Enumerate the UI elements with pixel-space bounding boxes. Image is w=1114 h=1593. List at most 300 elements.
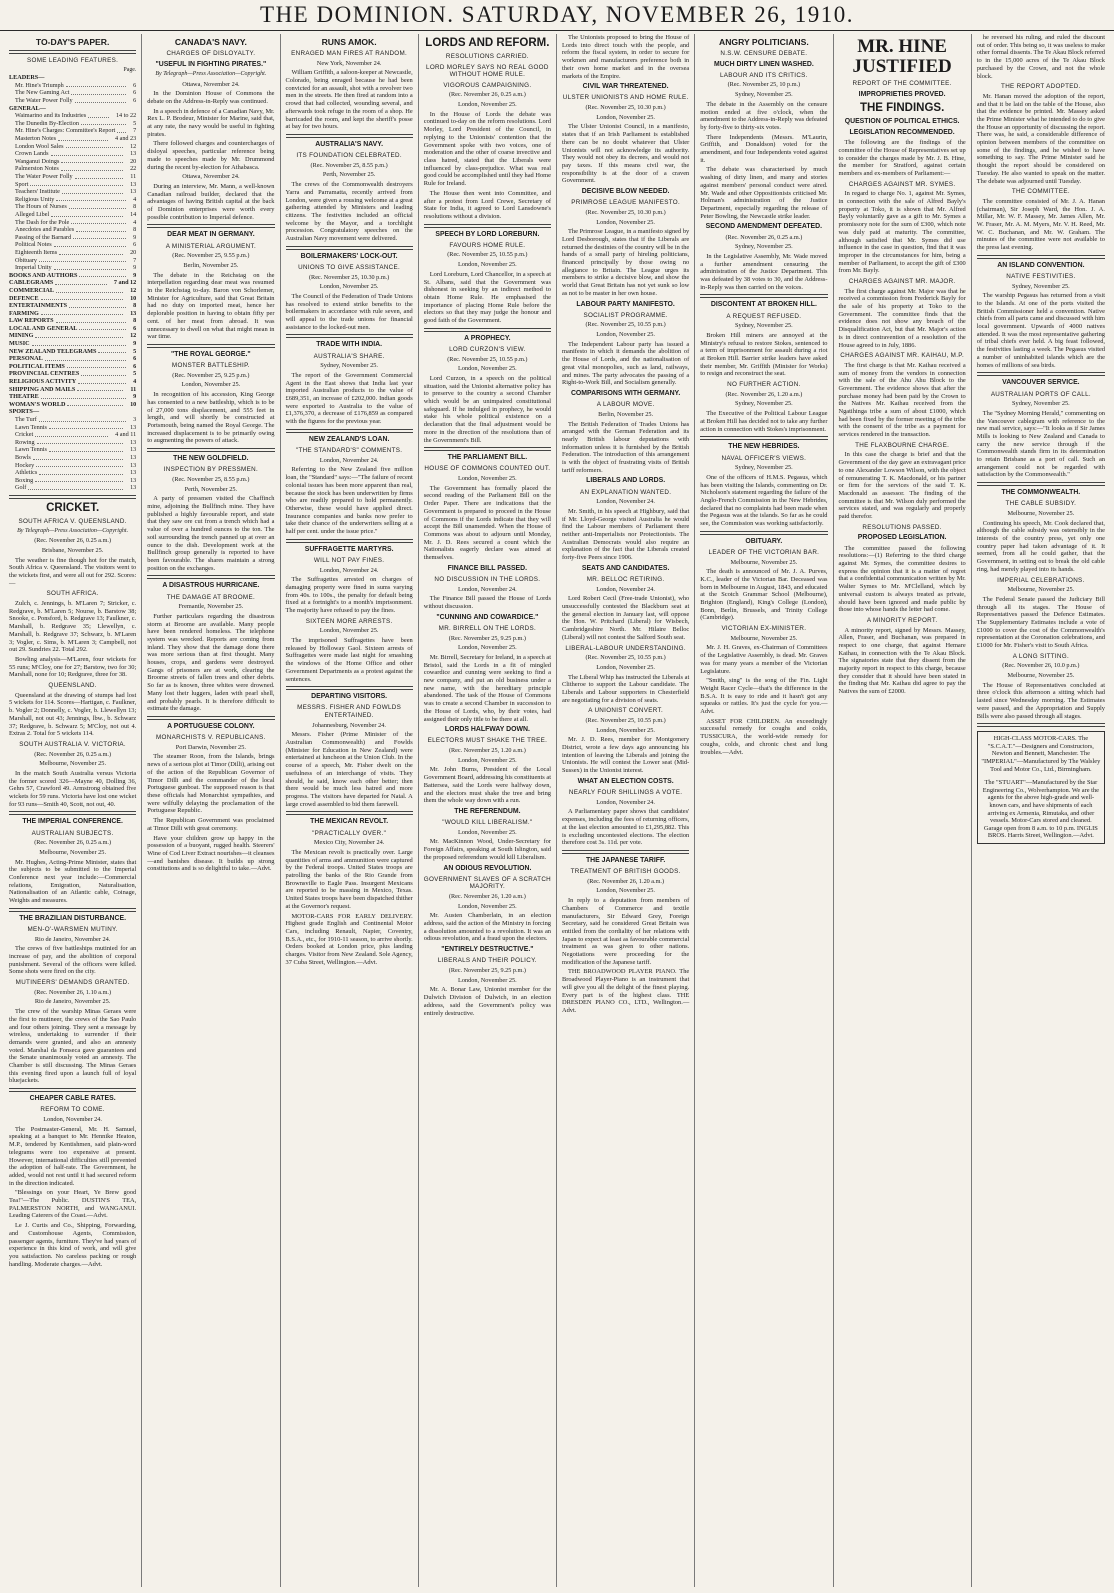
received-line: (Rec. November 25, 10.55 p.m.)	[447, 355, 528, 363]
article-subheading: HOUSE OF COMMONS COUNTED OUT.	[424, 465, 551, 473]
article-heading: "THE ROYAL GEORGE."	[171, 350, 251, 358]
index-entry-page: 13	[130, 180, 137, 188]
article-paragraph: In recognition of his accession, King George has consented to a new battleship, which is to be of 27,000 tons displacement, and 555 feet in length, and will shortly be constructed at Portsmouth, being named the Royal George. The increased displacement is to be primarily owing to augmenting the powers of attack.	[147, 391, 275, 445]
article-heading: DEPARTING VISITORS.	[311, 693, 388, 701]
index-entry-page: 5	[133, 347, 137, 355]
index-entry-title: Masterton Notes	[15, 135, 57, 143]
article-heading: THE PARLIAMENT BILL.	[447, 454, 528, 462]
article-subheading: ULSTER UNIONISTS AND HOME RULE.	[562, 94, 689, 102]
column-1	[4, 34, 142, 1587]
index-leader	[88, 112, 109, 118]
article-subheading: MONARCHISTS V. REPUBLICANS.	[156, 734, 266, 742]
divider	[977, 372, 1105, 376]
index-leader	[66, 143, 124, 149]
index-entry-page: 6	[133, 81, 137, 89]
index-entry-page: 13	[130, 309, 137, 317]
index-entry	[9, 241, 136, 249]
index-entry-title: The Dunedin By-Election	[15, 119, 79, 127]
dateline: Rio de Janeiro, November 24.	[34, 935, 111, 943]
article-paragraph: During an interview, Mr. Mann, a well-known Canadian railroad builder, declared that the advantages of having British capital at the back of Dominion enterprises were worth every possible contribution to Imperial defence.	[147, 182, 275, 221]
index-entry-page: 9	[133, 233, 137, 241]
article-paragraph: The debate was characterised by much washing of dirty linen, and many and stories against members' personal conduct were aired. Mr. Wade and other Oppositionists criticised Mr. Holman's administration of the Justice Department, especially regarding the release of Peter Bowling, the Newcastle strike leader.	[700, 166, 828, 220]
index-entry-title: Teachers' Institute	[15, 188, 60, 196]
dateline: Port Darwin, November 25.	[175, 743, 246, 751]
received-line: (Rec. November 26, 0.25 a.m.)	[34, 839, 112, 847]
article-subheading: WILL NOT PAY FINES.	[313, 556, 385, 564]
article-subheading: VICTORIAN EX-MINISTER.	[721, 625, 807, 633]
article-paragraph: In the Legislative Assembly, Mr. Wade moved a further amendment censuring the administration of the Justice Department. This was defeated by 38 votes to 30, and the Address-in-Reply was then carried on the voices.	[700, 252, 828, 291]
article-subheading: THE FLAXBOURNE CHARGE.	[855, 441, 950, 449]
dateline: London, November 25.	[596, 331, 655, 339]
article-heading: THE NEW GOLDFIELD.	[173, 455, 249, 463]
article-heading: NEW ZEALAND'S LOAN.	[308, 435, 390, 443]
advertisement: "Blessings on your Heart, Ye Brew good Tea!"—The Public. DUSTIN'S TEA, PALMERSTON NORTH, and WANGANUI. Leading Caterers of the Coast.—Advt.	[9, 1189, 137, 1220]
divider	[147, 716, 274, 720]
index-entry-title: The New Gaming Act	[15, 89, 70, 97]
dateline: London, November 25.	[319, 283, 379, 291]
dateline: London, November 25.	[457, 902, 517, 910]
article-heading: LORDS AND REFORM.	[425, 37, 550, 49]
dateline: Berlin, November 25.	[598, 410, 654, 418]
article-subheading: N.S.W. CENSURE DEBATE.	[720, 50, 808, 57]
article-paragraph: The committee consisted of Mr. J. A. Hanan (chairman), Sir Joseph Ward, the Hon. J. A. Millar, Mr. W. F. Massey, Mr. James Allen, Mr. W. Fraser, Mr. A. M. Myers, Mr. V. H. Reed, Mr. W. C. Buchanan, and Mr. W. Graham. The minutes of the committee were not available to the press last evening.	[976, 197, 1105, 252]
advertisement: "Smith, sing" is the song of the Fin. Light Weight Racer Cycle—that's the difference in the B.S.A. It is easy to ride and it hasn't got any squeaks or rattles. It's just the cycle for you.—Advt.	[700, 677, 828, 716]
dateline: Sydney, November 25.	[735, 91, 793, 99]
dateline: London, November 25.	[596, 113, 655, 121]
article-subheading: SOCIALIST PROGRAMME.	[583, 311, 668, 319]
received-line: (Rec. November 25, 1.20 a.m.)	[448, 747, 526, 755]
article-paragraph: Continuing his speech, Mr. Cook declared that, although the cable subsidy was ostensibly in the interests of the country press, yet only one country paper had taken advantage of it. It seemed, from all he could gather, that the Government, in setting out to break the old cable ring, had merely played into its hands.	[976, 519, 1105, 573]
divider	[424, 328, 551, 332]
dateline: London, November 25.	[596, 887, 655, 895]
index-entry-page: 9	[133, 271, 137, 279]
article-heading: TRADE WITH INDIA.	[316, 341, 383, 349]
index-entry	[9, 150, 136, 158]
index-leader	[69, 203, 126, 209]
article-paragraph: The Unionists proposed to bring the House of Lords into direct touch with the people, and reform the fiscal system, in order to secure for workmen and manufacturers preference both in their own home market and in the oversea markets of the Empire.	[562, 34, 690, 80]
article-subheading: IMPERIAL CELEBRATIONS.	[997, 576, 1085, 584]
article-subheading: TREATMENT OF BRITISH GOODS.	[570, 868, 681, 876]
article-subheading: GOVERNMENT SLAVES OF A SCRATCH MAJORITY.	[423, 875, 552, 891]
cricket-heading: CRICKET.	[46, 501, 100, 514]
dateline: Melbourne, November 25.	[39, 848, 107, 856]
article-heading: SECOND AMENDMENT DEFEATED.	[705, 223, 823, 231]
dateline: Sydney, November 25.	[320, 362, 378, 370]
article-heading: THE MEXICAN REVOLT.	[310, 818, 389, 826]
index-entry	[9, 431, 136, 439]
index-entry	[9, 454, 136, 462]
dateline: Sydney, November 25.	[735, 322, 793, 330]
article-paragraph: In a speech in defence of a Canadian Navy, Mr. Rex L. P. Brodeur, Minister for Marine, said that, at any rate, the navy would be useful in fighting pirates.	[147, 107, 275, 138]
index-entry-page: 13	[130, 476, 137, 484]
divider	[977, 255, 1105, 259]
article-paragraph: The debate in the Assembly on the censure motion ended at five o'clock, when the amendment to the Address-in-Reply was defeated by forty-five to thirty-six votes.	[700, 100, 828, 131]
index-entry-title: Boxing	[15, 476, 34, 484]
index-entry	[9, 295, 136, 303]
index-entry	[9, 363, 136, 371]
index-leader	[75, 97, 127, 103]
article-paragraph: The Ulster Unionist Council, in a manifesto, states that if an Irish Parliament is established there can be no doubt whatever that Ulster Unionists will not acknowledge its authority. They would not obey its decrees, and would not pay taxes. If this means civil war, the responsibility is at the door of a craven Government.	[562, 123, 690, 185]
index-entry-title: The Water Power Folly	[15, 97, 73, 105]
index-entry-title: ENTERTAINMENTS	[9, 302, 68, 310]
article-subheading: RESOLUTIONS PASSED.	[862, 523, 942, 531]
article-subheading: SIXTEEN MORE ARRESTS.	[305, 617, 393, 625]
index-leader	[35, 332, 123, 338]
dateline: Sydney, November 25.	[735, 243, 793, 251]
article-heading: A PORTUGUESE COLONY.	[167, 722, 255, 730]
divider	[9, 495, 136, 499]
article-paragraph: In the Dominion House of Commons the debate on the Address-in-Reply was continued.	[147, 90, 275, 105]
dateline: Johannesburg, November 24.	[312, 721, 386, 729]
article-heading: CIVIL WAR THREATENED.	[582, 83, 669, 91]
divider	[9, 1088, 136, 1092]
index-entry	[9, 310, 136, 318]
index-leader	[56, 287, 123, 293]
index-entry-page: 13	[130, 150, 137, 158]
article-subheading: SOUTH AFRICA V. QUEENSLAND.	[18, 517, 127, 525]
index-entry-page: 20	[130, 157, 137, 165]
index-entry	[9, 462, 136, 470]
article-heading: THE COMMONWEALTH.	[1001, 489, 1081, 497]
article-heading: RUNS AMOK.	[321, 37, 377, 47]
received-line: (Rec. November 26, 1.20 a.m.)	[587, 877, 665, 885]
advertisement-box	[977, 731, 1105, 844]
index-entry-page: 13	[130, 484, 137, 492]
article-paragraph: There followed charges and countercharges of disloyal speeches, particular reference being made to speeches made by Mr. Drummond during the recent by-election for Athabasca.	[147, 140, 275, 171]
index-entry-title: Bowls	[15, 453, 31, 461]
article-paragraph: A Parliamentary paper shows that candidates' expenses, including the fees of returning officers, at the last election amounted to £1,295,882. This is excluding uncontested elections. The election therefore cost 3s. 11d. per vote.	[562, 808, 690, 847]
article-heading: LABOUR PARTY MANIFESTO.	[576, 300, 675, 308]
index-entry-title: SHIPPING AND MAILS	[9, 385, 76, 393]
index-entry-page: 13	[130, 188, 137, 196]
index-entry	[9, 211, 136, 219]
article-heading: OBITUARY.	[745, 537, 783, 545]
dateline: Sydney, November 25.	[1012, 400, 1070, 408]
index-entry	[9, 477, 136, 485]
advertisement: ASSET FOR CHILDREN. An exceedingly successful remedy for coughs and colds, TUSSICURA, the world-wide remedy for coughs, colds, and chronic chest and lung troubles.—Advt.	[700, 717, 828, 756]
article-heading: LORDS HALFWAY DOWN.	[444, 726, 530, 734]
divider	[424, 447, 551, 451]
dateline: Rio de Janeiro, November 25.	[34, 998, 111, 1006]
index-leader	[36, 462, 123, 468]
index-entry-title: Mr. Hine's Charges: Committee's Report	[15, 127, 116, 135]
index-entry-title: The Hours of Nurses	[15, 203, 67, 211]
article-subheading: MUCH DIRTY LINEN WASHED.	[713, 60, 814, 68]
column-5	[557, 34, 695, 1587]
dateline: Perth, November 25.	[322, 171, 376, 179]
index-entry-title: Imperial Unity	[15, 264, 52, 272]
article-paragraph: Mr. MacKinnon Wood, Under-Secretary for Foreign Affairs, speaking at South Islington, said the proposed referendum would kill Liberalism.	[423, 838, 551, 861]
divider	[286, 429, 413, 433]
index-subheading: SOME LEADING FEATURES.	[27, 57, 119, 64]
index-leader	[69, 302, 126, 308]
index-leader	[39, 257, 126, 263]
index-entry-title: Crown Lands	[15, 150, 49, 158]
article-paragraph: The crews of the Commonwealth destroyers Yarra and Parramatta, recently arrived from London, were given a rousing welcome at a great gathering attended by Ministers and leading citizens. The festivities included an official welcome by the Mayor, and a torchlight procession. Congratulatory speeches on the Australian Navy movement were delivered.	[285, 181, 413, 243]
received-line: (Rec. November 25, 10.55 p.m.)	[585, 716, 666, 724]
index-leader	[79, 325, 126, 331]
index-entry	[9, 340, 136, 348]
index-entry	[9, 332, 136, 340]
index-entry	[9, 234, 136, 242]
index-entry	[9, 249, 136, 257]
article-heading: THE IMPERIAL CONFERENCE.	[22, 818, 123, 826]
index-entry-page: 7 and 12	[113, 279, 137, 287]
article-paragraph: Further particulars regarding the disastrous storm at Broome are available. Many people have been rendered homeless. The telephone system was wrecked. Reports are coming from inland. They show that the damage done there was more serious than at first thought. Many houses, crops, and gardens were destroyed. Gangs of prisoners are at work, clearing the Broome streets of fallen trees and other debris. So far as is known, three whites were drowned. Many lost their luggers, laden with pearl shell, and probably pearls. It is therefore difficult to estimate the damage.	[147, 612, 275, 713]
received-line: (Rec. November 25, 10.30 p.m.)	[309, 273, 390, 281]
index-entry-page: 10	[130, 400, 137, 408]
article-paragraph: The warship Pegasus has returned from a visit to the Islands. At one of the ports visited the British Commissioner held a convention. Native chiefs from all parts came and discussed with him local government. Upwards of 4000 natives attended. It was the most representative gathering of tribal chiefs ever held. A big feast followed, the festivities lasting a week. The Pegasus visited a number of uninhabited islands which are the homes of millions of sea birds.	[976, 292, 1105, 369]
index-leader	[71, 219, 126, 225]
article-paragraph: In regard to charge No. 1, against Mr. Symes, in connection with the sale of Alfred Bayly's property at Toko, it is shown that Mr. Alfred Bayly voluntarily gave as a gift to Mr. Symes a promissory note for the sum of £300, which note was duly paid at maturity. The committee, although satisfied that Mr. Symes did use influence in the case in question, find that it was improper in the circumstances for him, being a member of Parliament, to accept the gift of £300 from Mr. Bayly.	[838, 190, 966, 275]
advertisement: HIGH-CLASS MOTOR-CARS. The "S.C.A.T."—Designers and Constructors, Newton and Bennett, Manchester. The "IMPERIAL"—Manufactured by The Walsley Tool and Motor Co., Ltd., Birmingham.	[981, 735, 1101, 773]
index-entry-page: 7	[133, 256, 137, 264]
article-subheading: NAVAL OFFICER'S VIEWS.	[721, 454, 807, 462]
index-entry-page: 6	[133, 97, 137, 105]
article-subheading: PROPOSED LEGISLATION.	[857, 534, 947, 542]
index-entry-title: LOCAL AND GENERAL	[9, 324, 78, 332]
article-paragraph: The Liberal Whip has instructed the Liberals at Clitheroe to support the Labour candidate. The Liberals and Labour supporters in Chesterfield are negotiating for a division of seats.	[562, 673, 690, 704]
article-subheading: THE COMMITTEE.	[1011, 188, 1070, 196]
index-entry	[9, 188, 136, 196]
dateline: London, November 25.	[457, 365, 517, 373]
article-subheading: SOUTH AUSTRALIA V. VICTORIA.	[19, 740, 126, 748]
advertisement: Have your children grow up happy in the possession of a buoyant, rugged health. Steerers' Wine of Cod Liver Extract nourishes—it cleanses—and banishes disease. It builds up strong constitutions and is so delightful to take.—Advt.	[147, 834, 275, 873]
received-line: (Rec. November 25, 10.55 p.m.)	[585, 321, 666, 329]
index-entry-title: The Water Power Folly	[15, 173, 73, 181]
index-entry-page: 4	[133, 218, 137, 226]
divider	[147, 224, 274, 228]
index-entry-title: Sport	[15, 180, 29, 188]
index-entry-title: Political Notes	[15, 241, 52, 249]
dateline: London, November 25.	[457, 976, 517, 984]
index-leader	[35, 431, 108, 437]
article-heading: THE REFERENDUM.	[454, 807, 521, 815]
index-leader	[78, 378, 126, 384]
index-entry-title: Cricket	[15, 431, 34, 439]
article-heading: AN ISLAND CONVENTION.	[997, 261, 1085, 269]
article-paragraph: A party of pressmen visited the Chaffinch mine, adjoining the Bullfinch mine. They have published a highly favourable report, and state that they saw ore cut from a trench which had a value of over a hundred ounces to the ton. The soil surrounding the trench panned up at over an ounce to the dish. Development work at the Bullfinch group generally is reported to have been favourable. The shares maintain a strong position on the exchanges.	[147, 495, 275, 572]
index-entry-page: 5	[133, 119, 137, 127]
article-heading: VANCOUVER SERVICE.	[1002, 379, 1080, 387]
index-entry-page: 20	[130, 248, 137, 256]
divider	[9, 908, 136, 912]
received-line: (Rec. November 26, 1.10 a.m.)	[34, 988, 112, 996]
index-entry-title: Lawn Tennis	[15, 423, 47, 431]
index-leader	[62, 188, 123, 194]
article-heading: AUSTRALIA'S NAVY.	[315, 140, 383, 148]
index-entry-title: CABLEGRAMS	[9, 279, 54, 287]
article-subheading: VIGOROUS CAMPAIGNING.	[443, 81, 532, 89]
index-leader	[41, 310, 123, 316]
divider	[9, 50, 136, 54]
advertisement: MOTOR-CARS FOR EARLY DELIVERY. Highest grade English and Continental Motor Cars, including Renault, Napier, Coventry, B.S.A., etc., for 1910-11 season, to arrive shortly. Orders booked at London price, plus landing charges. Visitor from New Zealand. Sole Agency, 37 Cuba Street, Wellington.—Advt.	[285, 912, 413, 966]
index-leader	[54, 241, 127, 247]
article-subheading: THE REPORT ADOPTED.	[1001, 83, 1081, 91]
index-entry-page: 8	[133, 317, 137, 325]
column-3	[281, 34, 419, 1587]
index-entry	[9, 287, 136, 295]
article-paragraph: Mr. Austen Chamberlain, in an election address, said the action of the Ministry in forcing a dissolution amounted to a revolution. It was an odious revolution, and a fraud upon the electors.	[423, 912, 551, 943]
divider	[286, 334, 413, 338]
dateline: London, November 24.	[596, 498, 655, 506]
received-line: (Rec. November 26, 0.25 a.m.)	[448, 91, 526, 99]
index-entry	[9, 325, 136, 333]
index-leader	[41, 295, 123, 301]
article-subheading: THE CABLE SUBSIDY.	[1005, 500, 1077, 508]
received-line: (Rec. November 25, 9.55 p.m.)	[172, 252, 250, 260]
index-leader	[58, 135, 108, 141]
article-heading: THE JAPANESE TARIFF.	[585, 856, 666, 864]
received-line: (Rec. November 25, 9.25 p.m.)	[172, 371, 250, 379]
index-entry-page: 9	[133, 340, 137, 348]
divider	[286, 134, 413, 138]
article-paragraph: The Finance Bill passed the House of Lords without discussion.	[423, 595, 551, 611]
index-entry	[9, 257, 136, 265]
index-entry-title: Obituary	[15, 256, 37, 264]
index-entry-title: Waimarino and its Industries	[15, 112, 87, 120]
index-entry-page: 13	[130, 469, 137, 477]
article-subheading: NEARLY FOUR SHILLINGS A VOTE.	[568, 789, 683, 797]
article-subheading: MR. BIRRELL ON THE LORDS.	[438, 624, 537, 632]
column-7	[834, 34, 972, 1587]
index-leader	[98, 348, 126, 354]
index-entry	[9, 127, 136, 135]
article-paragraph: The Suffragettes arrested on charges of damaging property were fined in sums varying from 40s. to 100s., the penalty for default being fixed at a fortnight's to a month's imprisonment. The majority have refused to pay the fines.	[285, 576, 413, 615]
article-heading: COMPARISONS WITH GERMANY.	[570, 390, 681, 397]
index-entry	[9, 279, 136, 287]
divider	[286, 686, 413, 690]
index-entry-page: 12	[130, 286, 137, 294]
divider	[147, 448, 274, 452]
index-leader	[79, 272, 126, 278]
index-entry	[9, 112, 136, 120]
article-subheading: SOUTH AFRICA.	[46, 590, 99, 598]
article-paragraph: Messrs. Fisher (Prime Minister of the Australian Commonwealth) and Fowlds (Minister for Education in New Zealand) were entertained at luncheon at the Union Club. In the course of a speech, Mr. Fisher dwelt on the usefulness of an interchange of visits. They should, he said, know each other better; then there would be much less hatred and more progress. The visitors have departed for Natal. A large crowd assembled to bid them farewell.	[285, 731, 413, 808]
index-leader	[55, 279, 107, 285]
received-line: (Rec. November 25, 8.55 p.m.)	[172, 475, 250, 483]
article-paragraph: The death is announced of Mr. J. A. Purves, K.C., leader of the Victorian Bar. Deceased was born in Melbourne in August, 1843, and educated at the Scotch Grammar School (Melbourne), Brighton (England), King's College (London), Bonn, Berlin, Brussels, and Trinity College (Cambridge).	[700, 568, 828, 622]
index-entry-page: 6	[133, 324, 137, 332]
article-paragraph: Referring to the New Zealand five million loan, the "Standard" says:—"The failure of recent colonial issues has been more apparent than real, because the stock has been underwritten by firms who are readily prepared to hold permanently. Otherwise, these would have applied direct. Insurance companies and banks now prefer to take their chance of the underwriters selling at a half per cent. under the issue price."	[285, 466, 413, 536]
article-paragraph: The report of the Government Commercial Agent in the East shows that India last year imported Australian products to the value of £689,351, an increase of £202,000. Indian goods were exported to Australia to the value of £1,376,370, a decrease of £176,859 as compared with the figures for the previous year.	[285, 371, 413, 426]
article-heading: DISCONTENT AT BROKEN HILL.	[710, 301, 817, 309]
dateline: London, November 24.	[319, 566, 379, 574]
article-paragraph: Mr. J. H. Graves, ex-Chairman of Committees of the Legislative Assembly, is dead. Mr. Graves was for many years a member of the Victorian Legislature.	[700, 644, 828, 675]
article-heading: A PROPHECY.	[464, 334, 511, 342]
article-heading: THE NEW HEBRIDES.	[728, 443, 800, 451]
index-entry-title: Golf	[15, 484, 27, 492]
received-line: (Rec. November 25, 10.30 p.m.)	[585, 104, 666, 112]
column-8	[972, 34, 1110, 1587]
index-entry-title: Mr. Hine's Triumph	[15, 81, 64, 89]
index-entry-title: The Dash for the Pole	[15, 218, 70, 226]
article-paragraph: Lord Curzon, in a speech on the political situation, said the Unionist alternative policy has to preserve to the country a second Chamber which would be an unimpaired constitutional safeguard. If he indulged in prophecy, he would stake his whole political existence on a declaration that the final adjustment would be more in the direction of the resolutions than of the Government's Bill.	[423, 374, 551, 444]
contents-index	[9, 74, 136, 492]
index-entry-page: 6	[133, 89, 137, 97]
index-entry	[9, 439, 136, 447]
index-entry-page: 14 to 22	[115, 112, 137, 120]
index-entry-page: 12	[130, 142, 137, 150]
index-entry-page: 4 and 23	[114, 135, 137, 143]
article-paragraph: A minority report, signed by Messrs. Massey, Allen, Fraser, and Buchanan, was prepared in respect to one charge, that against Hemare Kaihau, in connection with the Te Akau Block. The signatories state that they dissent from the majority report in respect to this charge, because they consider that it should have been stated in the finding that Mr. Kaihau did agree to pay the Natives the sum of £2000.	[838, 626, 966, 696]
dateline: London, November 25.	[457, 475, 517, 483]
article-paragraph: The crew of the warship Minas Geraes were the first to mutineer, the crews of the Sao Paulo and four others joining. They sent a message by wireless, undertaking to surrender if their demands were granted, and also an amnesty voted. Marshal da Fonseca gave guarantees and the Senate unanimously voted an amnesty. The Chamber is still discussing. The Minas Geraes this evening fired upon a launch full of loyal bluejackets.	[9, 1008, 137, 1085]
article-heading: "CUNNING AND COWARDICE."	[436, 613, 539, 621]
index-entry	[9, 424, 136, 432]
article-paragraph: The Postmaster-General, Mr. H. Samuel, speaking at a banquet to Mr. Hennike Heaton, M.P., tendered by Kentishmen, said plain-word telegrams were too expensive at present. However, international difficulties still prevented the adoption of half-rate. The Government, he added, would not rest until it had secured reform in the direction indicated.	[9, 1125, 137, 1187]
article-paragraph: The Federal Senate passed the Judiciary Bill through all its stages. The House of Representatives passed the Defence Estimates. The Supplementary Estimates include a vote of £1000 to cover the cost of the Commonwealth's representation at the Coronation celebrations, and £1000 for Mr. Fisher's visit to South Africa.	[976, 595, 1105, 650]
article-subheading: CHARGES AGAINST MR. KAIHAU, M.P.	[840, 352, 965, 360]
index-leader	[49, 424, 123, 430]
divider	[286, 246, 413, 250]
article-paragraph: The Executive of the Political Labour League at Broken Hill has decided not to take any further action in connection with Stokes's imprisonment.	[700, 410, 828, 433]
article-paragraph: Queensland at the drawing of stumps had lost 5 wickets for 114. Scores—Hartigan, c. Faulkner, b. Vogler 2; Donnelly, c. Vogler, b. Llewellyn 13; Marshall, not out 43; Jennings, lbw., b. Schwarz 37; Redgrave, b. Schwarz 5; M'Cloy, not out 4. Extras 2. Total for 5 wickets 114.	[9, 691, 137, 738]
dateline: New York, November 24.	[316, 59, 382, 67]
index-leader	[35, 477, 123, 483]
index-entry	[9, 469, 136, 477]
article-subheading: INSPECTION BY PRESSMEN.	[163, 466, 258, 474]
index-entry-page: 13	[130, 446, 137, 454]
dateline: Sydney, November 25.	[735, 400, 793, 408]
article-heading: A DISASTROUS HURRICANE.	[162, 582, 260, 590]
source-line: By Telegraph—Press Association—Copyright.	[17, 527, 129, 534]
index-entry	[9, 226, 136, 234]
article-paragraph: Bowling analysis—M'Laren, four wickets for 55 runs; M'Cloy, one for 27; Barstow, two for 30; Marshall, none for 10; Redgrave, three for 38.	[9, 655, 137, 679]
dateline: Melbourne, November 25.	[1007, 586, 1075, 594]
dateline: London, November 25.	[596, 663, 655, 671]
dateline: Mexico City, November 24.	[313, 839, 385, 847]
index-entry-title: Hockey	[15, 461, 35, 469]
article-subheading: A LABOUR MOVE.	[596, 401, 655, 409]
index-leader	[81, 370, 126, 376]
article-paragraph: Broken Hill miners are annoyed at the Ministry's refusal to restore Stokes, sentenced to a term of imprisonment for assault during a riot at Broken Hill. Barrier strike leaders have asked their member, Mr. Griffith (Minister for Works) to resign and reconstruct the seat.	[700, 331, 828, 378]
article-subheading: "PRACTICALLY OVER."	[312, 829, 387, 837]
index-entry	[9, 173, 136, 181]
index-entry	[9, 378, 136, 386]
dateline: London, November 24.	[457, 585, 517, 593]
article-paragraph: One of the officers of H.M.S. Pegasus, which has been visiting the Islands, commenting on Dr. Nicholson's statement regarding the failure of the Anglo-French Commission in the New Hebrides, declared that no complaints had been made when the Pegasus was at the islands. So far as he could see, the Commission was working satisfactorily.	[700, 473, 828, 528]
index-leader	[117, 127, 126, 133]
dateline: London, November 25.	[457, 828, 517, 836]
index-entry-page: 8	[133, 226, 137, 234]
dateline: London, November 24.	[43, 1115, 102, 1123]
index-leader	[33, 454, 123, 460]
index-entry-title: Religious Unity	[15, 195, 55, 203]
column-4	[419, 34, 557, 1587]
dateline: London, November 25.	[457, 644, 517, 652]
index-entry-page: 8	[133, 302, 137, 310]
dateline: Melbourne, November 25.	[39, 760, 107, 768]
article-subheading: "WOULD KILL LIBERALISM."	[442, 819, 533, 827]
article-subheading: THE FINDINGS.	[859, 101, 945, 114]
article-subheading: AUSTRALIAN SUBJECTS.	[31, 829, 114, 837]
index-entry	[9, 158, 136, 166]
article-paragraph: There Independents (Messrs. M'Laurin, Griffith, and Donaldson) voted for the amendment, and four Independents voted against it.	[700, 133, 828, 164]
article-paragraph: The "Sydney Morning Herald," commenting on the Vancouver cablegram with reference to the new mail service, says:—"It looks as if Sir James Mills is looking to New Zealand and Canada to carry the new service through if the Commonwealth stands firm in its determination to retain Brisbane as a port of call. Such an arrangement could not be regarded with satisfaction by the Commonwealth."	[976, 409, 1105, 479]
index-entry-title: PROVINCIAL CENTRES	[9, 370, 80, 378]
article-paragraph: The imprisoned Suffragettes have been released by Holloway Gaol. Sixteen arrests of Suffragettes were made last night for smashing the windows of the Home Office and other Government Departments as a protest against the sentences.	[285, 637, 413, 683]
received-line: (Rec. November 26, 0.25 a.m.)	[725, 233, 803, 241]
index-entry-title: Alleged Libel	[15, 210, 50, 218]
article-paragraph: The House then went into Committee, and after a protest from Lord Crewe, Secretary of State for India, it agreed to Lord Lansdowne's resolutions without a division.	[423, 189, 551, 220]
index-entry	[9, 165, 136, 173]
index-leader	[32, 340, 127, 346]
article-subheading: A MINORITY REPORT.	[866, 616, 938, 624]
article-paragraph: Mr. Smith, in his speech at Highbury, said that if Mr. Lloyd-George visited Australia he would find the Labour members of Parliament there neither anti-Imperialists nor Protectionists. The Australian Democrats would also require an explanation of the fact that the Liberals created forty-five Peers since 1906.	[562, 507, 690, 562]
index-leader	[71, 89, 126, 95]
divider	[977, 482, 1105, 486]
